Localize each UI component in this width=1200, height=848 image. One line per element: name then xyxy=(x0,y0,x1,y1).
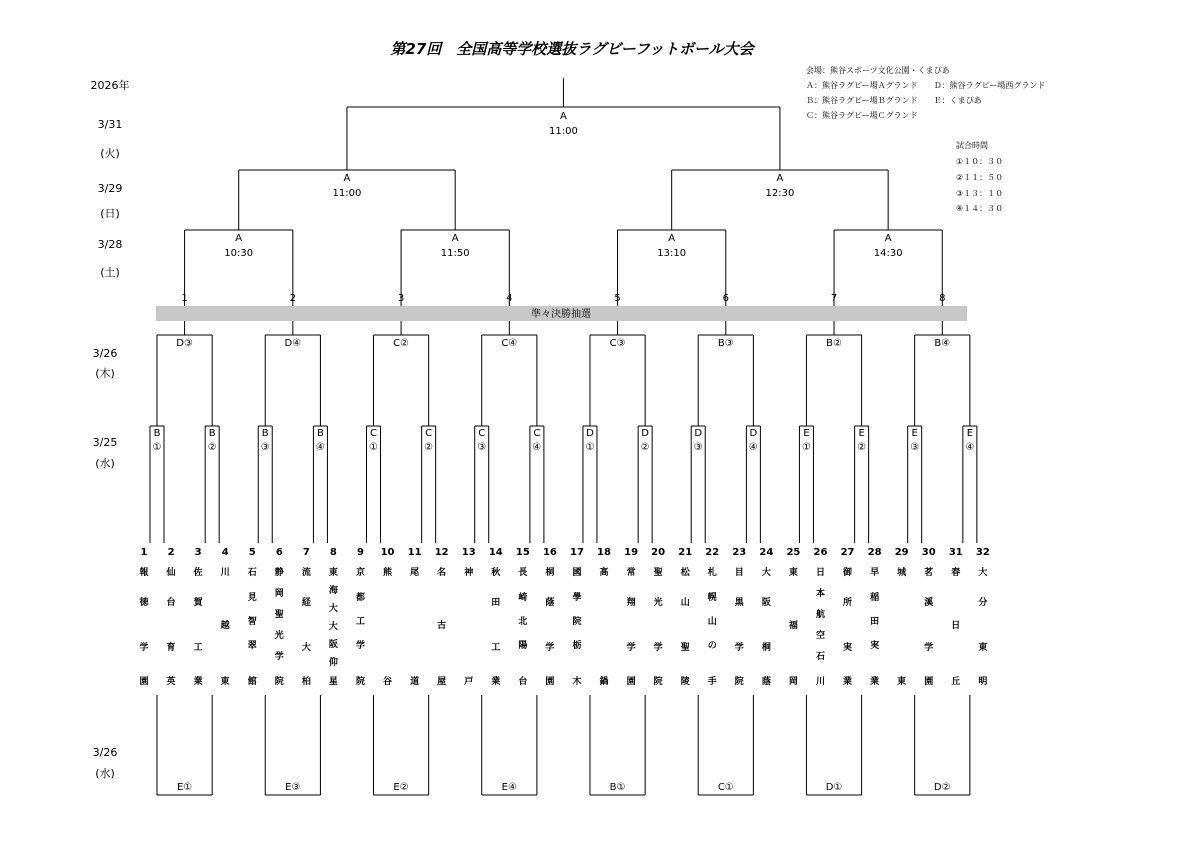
venue-line: Ｂ：熊谷ラグビー場Ｂグランド Ｅ：くまぴあ xyxy=(806,96,982,105)
team-number: 32 xyxy=(975,547,990,558)
team-number: 11 xyxy=(407,547,422,558)
team-name-char: 山 xyxy=(680,598,690,608)
team-name-char: 谷 xyxy=(383,677,393,687)
round1-match-slot: ① xyxy=(801,442,811,453)
match-time-item: ②１１：５０ xyxy=(956,173,1004,182)
quarterfinal-venue: A xyxy=(668,233,676,244)
team-name-char: 黒 xyxy=(734,598,744,608)
team-name-char: 北 xyxy=(518,617,528,627)
team-name-char: 石 xyxy=(247,568,257,578)
team-name-char: 実 xyxy=(870,641,880,651)
team-name-char: 京 xyxy=(355,568,365,578)
round2-match-label: D③ xyxy=(176,338,193,349)
team-name-char: 屋 xyxy=(437,677,447,687)
team-name-char: 仰 xyxy=(328,658,338,668)
page-title: 第27回 全国高等学校選抜ラグビーフットボール大会 xyxy=(390,40,754,58)
round1-match-venue: D xyxy=(641,428,649,439)
team-name-char: 日 xyxy=(951,621,961,631)
round1-match-venue: B xyxy=(208,428,216,439)
team-name-char: 佐 xyxy=(193,568,203,578)
team-name-char: 光 xyxy=(653,598,663,608)
match-time-item: ④１４：３０ xyxy=(956,204,1004,213)
venue-legend xyxy=(806,65,1045,120)
team-number: 4 xyxy=(221,547,229,558)
team-number: 23 xyxy=(732,547,747,558)
team-name-char: 学 xyxy=(274,652,284,662)
team-name-char: 業 xyxy=(870,677,880,687)
draw-slot-number: 6 xyxy=(722,293,729,304)
draw-slot-number: 8 xyxy=(939,293,946,304)
team-number: 19 xyxy=(624,547,639,558)
quarterfinal-time: 14:30 xyxy=(873,248,903,259)
draw-label: 準々決勝抽選 xyxy=(531,309,591,320)
team-name-char: 札 xyxy=(707,568,717,578)
round1-match-venue: E xyxy=(966,428,974,439)
venue-line: 会場：熊谷スポーツ文化公園・くまぴあ xyxy=(806,66,950,75)
team-number: 20 xyxy=(651,547,666,558)
team-name-char: 本 xyxy=(815,589,826,599)
round1-match-slot: ④ xyxy=(315,442,325,453)
team-number: 22 xyxy=(705,547,720,558)
semifinal-venue: A xyxy=(776,173,784,184)
team-number: 15 xyxy=(515,547,530,558)
team-name-char: 幌 xyxy=(707,593,717,603)
team-name-char: 熊 xyxy=(383,568,393,578)
team-name-char: 學 xyxy=(572,593,582,603)
team-name-char: 院 xyxy=(734,677,744,687)
round1-match-venue: D xyxy=(694,428,703,439)
consolation-match-label: E① xyxy=(176,782,193,793)
match-time-item: ③１３：１０ xyxy=(956,189,1004,198)
team-name-char: 東 xyxy=(897,677,907,687)
team-name-char: 英 xyxy=(166,677,176,687)
round2-match-label: C④ xyxy=(501,338,518,349)
team-name-char: 東 xyxy=(220,677,230,687)
team-name-char: 都 xyxy=(355,593,365,603)
semifinal-time: 11:00 xyxy=(332,188,362,199)
team-name-char: 学 xyxy=(139,643,149,653)
round2-match-label: C③ xyxy=(609,338,626,349)
round1-match-venue: E xyxy=(858,428,865,439)
team-name-char: 木 xyxy=(572,677,582,687)
team-name-char: 東 xyxy=(328,568,338,578)
team-name-char: 稲 xyxy=(870,593,880,603)
team-name-char: 大 xyxy=(761,568,771,578)
team-name-char: 桐 xyxy=(761,643,771,653)
weekday-final: (火) xyxy=(100,147,120,160)
team-name-char: 実 xyxy=(843,643,853,653)
team-name-char: 院 xyxy=(572,617,582,627)
round1-match-slot: ① xyxy=(585,442,595,453)
consolation-match-label: E④ xyxy=(501,782,517,793)
date-final: 3/31 xyxy=(97,118,123,131)
team-name-char: 戸 xyxy=(464,677,474,687)
team-name-char: 名 xyxy=(437,568,447,578)
draw-slot-number: 1 xyxy=(181,293,188,304)
round1-match-venue: E xyxy=(803,428,810,439)
round1-match-slot: ② xyxy=(640,442,650,453)
team-number: 17 xyxy=(569,547,584,558)
team-name-char: 学 xyxy=(355,641,365,651)
team-name-char: 阪 xyxy=(328,640,338,650)
team-name-char: 空 xyxy=(815,631,826,641)
team-name-char: 海 xyxy=(328,586,338,596)
final-time: 11:00 xyxy=(549,126,578,137)
team-name-char: 学 xyxy=(734,643,744,653)
weekday-semifinal: (日) xyxy=(100,207,120,220)
draw-slot-number: 3 xyxy=(397,293,405,304)
team-name-char: 見 xyxy=(247,593,257,603)
team-name-char: 手 xyxy=(707,677,717,687)
draw-slot-number: 7 xyxy=(830,293,838,304)
team-number: 3 xyxy=(194,547,202,558)
team-name-char: 園 xyxy=(545,677,555,687)
team-name-char: 松 xyxy=(680,568,690,578)
team-name-char: 鍋 xyxy=(599,677,609,687)
team-name-char: 川 xyxy=(220,568,230,578)
team-name-char: 大 xyxy=(328,604,338,614)
date-round1: 3/25 xyxy=(92,436,118,449)
team-name-char: 航 xyxy=(815,610,826,620)
team-name-char: 所 xyxy=(843,598,853,608)
team-name-char: 溪 xyxy=(924,598,934,608)
quarterfinal-time: 10:30 xyxy=(224,248,254,259)
team-number: 31 xyxy=(948,547,963,558)
round1-match-venue: B xyxy=(316,428,324,439)
team-name-char: 園 xyxy=(626,677,636,687)
team-name-char: 大 xyxy=(301,643,311,653)
round2-match-label: B② xyxy=(826,338,842,349)
team-name-char: 山 xyxy=(707,617,717,627)
consolation-match-label: C① xyxy=(717,782,734,793)
team-number: 18 xyxy=(597,547,611,558)
round2-match-label: B④ xyxy=(934,338,951,349)
team-name-char: 岡 xyxy=(788,677,798,687)
team-name-char: 陵 xyxy=(680,677,690,687)
round1-match-slot: ① xyxy=(152,442,162,453)
round1-match-slot: ④ xyxy=(532,442,542,453)
team-name-char: 静 xyxy=(274,568,284,578)
quarterfinal-venue: A xyxy=(884,233,892,244)
final-venue: A xyxy=(560,111,567,122)
team-number: 26 xyxy=(813,547,828,558)
team-name-char: 工 xyxy=(491,643,501,653)
team-number: 5 xyxy=(248,547,256,558)
match-time-heading: 試合時間 xyxy=(956,141,988,150)
team-number: 24 xyxy=(759,547,774,558)
team-name-char: 大 xyxy=(978,568,988,578)
team-name-char: 報 xyxy=(139,568,149,578)
semifinal-venue: A xyxy=(343,173,351,184)
team-name-char: 聖 xyxy=(680,643,690,653)
round1-match-slot: ① xyxy=(368,442,378,453)
weekday-round1: (水) xyxy=(95,457,115,470)
team-name-char: 智 xyxy=(247,617,257,627)
round1-match-venue: C xyxy=(369,428,377,439)
team-name-char: 光 xyxy=(274,631,284,641)
bracket-labels xyxy=(139,111,989,793)
team-name-char: 桐 xyxy=(545,568,555,578)
team-name-char: 高 xyxy=(599,568,609,578)
quarterfinal-venue: A xyxy=(451,233,459,244)
team-number: 29 xyxy=(894,547,909,558)
round1-match-venue: D xyxy=(749,428,758,439)
match-time-item: ①１０：３０ xyxy=(956,157,1004,166)
round1-match-venue: C xyxy=(425,428,433,439)
team-name-char: 丘 xyxy=(951,677,961,687)
team-name-char: 経 xyxy=(301,598,311,608)
team-name-char: 園 xyxy=(139,677,149,687)
team-number: 10 xyxy=(380,547,395,558)
team-name-char: 尾 xyxy=(410,568,420,578)
team-name-char: 徳 xyxy=(139,598,149,608)
team-name-char: 陽 xyxy=(518,641,528,651)
round1-match-slot: ② xyxy=(424,442,434,453)
team-name-char: 阪 xyxy=(761,598,771,608)
date-semifinal: 3/29 xyxy=(97,182,123,195)
team-name-char: 賀 xyxy=(193,598,203,608)
team-number: 25 xyxy=(786,547,801,558)
draw-slot-number: 2 xyxy=(289,293,297,304)
team-name-char: 学 xyxy=(626,643,636,653)
team-name-char: 学 xyxy=(653,643,663,653)
team-name-char: 岡 xyxy=(274,589,284,599)
team-name-char: 台 xyxy=(166,598,176,608)
team-name-char: 翠 xyxy=(247,641,257,651)
team-name-char: 崎 xyxy=(518,593,528,603)
team-name-char: 星 xyxy=(328,677,338,687)
team-name-char: 聖 xyxy=(274,610,284,620)
team-number: 7 xyxy=(302,547,310,558)
round1-match-venue: E xyxy=(911,428,918,439)
team-number: 12 xyxy=(434,547,449,558)
team-name-char: 田 xyxy=(491,598,501,608)
team-name-char: 聖 xyxy=(653,568,663,578)
round1-match-venue: B xyxy=(153,428,161,439)
team-number: 8 xyxy=(329,547,337,558)
team-name-char: 御 xyxy=(843,568,853,578)
team-number: 1 xyxy=(140,547,148,558)
round1-match-slot: ② xyxy=(857,442,867,453)
team-name-char: 春 xyxy=(951,568,961,578)
team-name-char: 茗 xyxy=(924,568,934,578)
team-name-char: 院 xyxy=(653,677,663,687)
team-name-char: 明 xyxy=(978,677,988,687)
team-name-char: 越 xyxy=(220,621,230,631)
weekday-quarterfinal: (土) xyxy=(100,266,120,279)
team-name-char: 翔 xyxy=(626,598,636,608)
team-name-char: 目 xyxy=(734,568,744,578)
round1-match-slot: ④ xyxy=(965,442,975,453)
team-number: 27 xyxy=(840,547,855,558)
team-name-char: 川 xyxy=(815,677,826,687)
round1-match-venue: D xyxy=(586,428,594,439)
team-name-char: 流 xyxy=(301,568,311,578)
team-number: 6 xyxy=(275,547,283,558)
team-number: 16 xyxy=(542,547,557,558)
round1-match-slot: ④ xyxy=(748,442,758,453)
team-name-char: 仙 xyxy=(166,568,176,578)
team-name-char: 業 xyxy=(193,677,203,687)
team-name-char: 長 xyxy=(518,568,528,578)
team-number: 2 xyxy=(167,547,175,558)
team-name-char: 台 xyxy=(518,677,528,687)
team-name-char: 道 xyxy=(410,677,420,687)
team-name-char: 大 xyxy=(328,622,338,632)
team-name-char: 神 xyxy=(464,568,474,578)
consolation-match-label: D① xyxy=(825,782,843,793)
round2-match-label: B③ xyxy=(717,338,734,349)
team-name-char: 常 xyxy=(626,568,636,578)
team-number: 28 xyxy=(867,547,882,558)
team-name-char: 業 xyxy=(843,677,853,687)
consolation-match-label: E② xyxy=(393,782,409,793)
team-name-char: 秋 xyxy=(491,568,501,578)
quarterfinal-time: 11:50 xyxy=(440,248,470,259)
match-time-legend xyxy=(956,140,1003,213)
quarterfinal-venue: A xyxy=(235,233,243,244)
team-number: 14 xyxy=(488,547,503,558)
draw-slot-number: 4 xyxy=(506,293,513,304)
team-name-char: 石 xyxy=(815,652,826,662)
team-number: 30 xyxy=(921,547,936,558)
team-name-char: 院 xyxy=(274,677,284,687)
team-name-char: 館 xyxy=(247,677,257,687)
team-name-char: 栃 xyxy=(572,641,582,651)
round1-match-venue: C xyxy=(533,428,541,439)
round2-match-label: C② xyxy=(393,338,410,349)
team-name-char: 園 xyxy=(924,677,934,687)
bracket-lines xyxy=(144,78,983,795)
team-name-char: 東 xyxy=(788,568,798,578)
team-name-char: 育 xyxy=(166,643,176,653)
round1-match-slot: ③ xyxy=(477,442,487,453)
consolation-match-label: E③ xyxy=(285,782,301,793)
team-name-char: 柏 xyxy=(301,677,311,687)
semifinal-time: 12:30 xyxy=(765,188,795,199)
team-name-char: 東 xyxy=(978,643,988,653)
team-name-char: 蔭 xyxy=(545,598,555,608)
team-name-char: 分 xyxy=(978,598,988,608)
date-round2: 3/26 xyxy=(92,347,118,360)
venue-line: Ｃ：熊谷ラグビー場Ｃグランド xyxy=(806,111,918,120)
team-name-char: 学 xyxy=(924,643,934,653)
team-number: 13 xyxy=(461,547,476,558)
round1-match-slot: ③ xyxy=(693,442,703,453)
team-number: 9 xyxy=(356,547,364,558)
team-name-char: 工 xyxy=(355,617,365,627)
team-name-char: 院 xyxy=(355,677,365,687)
team-name-char: 業 xyxy=(491,677,501,687)
team-name-char: 蔭 xyxy=(761,677,771,687)
date-quarterfinal: 3/28 xyxy=(97,238,123,251)
date-labels xyxy=(93,118,123,780)
round1-match-venue: C xyxy=(478,428,486,439)
team-name-char: 城 xyxy=(897,568,907,578)
venue-line: Ａ：熊谷ラグビー場Ａグランド Ｄ：熊谷ラグビー場西グランド xyxy=(806,81,1046,90)
team-name-char: 福 xyxy=(788,621,798,631)
round1-match-slot: ③ xyxy=(910,442,920,453)
team-name-char: 古 xyxy=(437,621,447,631)
weekday-round2: (木) xyxy=(95,367,115,380)
round2-match-label: D④ xyxy=(284,338,302,349)
team-name-char: 工 xyxy=(193,643,203,653)
weekday-consolation: (水) xyxy=(95,767,115,780)
consolation-match-label: B① xyxy=(609,782,626,793)
consolation-match-label: D② xyxy=(933,782,951,793)
team-name-char: 学 xyxy=(545,643,555,653)
round1-match-slot: ② xyxy=(207,442,217,453)
round1-match-venue: B xyxy=(261,428,269,439)
team-name-char: 日 xyxy=(815,568,826,578)
round1-match-slot: ③ xyxy=(260,442,270,453)
year-label: 2026年 xyxy=(90,79,130,92)
team-name-char: 早 xyxy=(870,568,880,578)
team-number: 21 xyxy=(678,547,693,558)
team-name-char: 田 xyxy=(870,617,880,627)
date-consolation: 3/26 xyxy=(92,746,118,759)
quarterfinal-time: 13:10 xyxy=(657,248,687,259)
team-name-char: の xyxy=(707,641,717,651)
draw-slot-number: 5 xyxy=(614,293,621,304)
team-name-char: 國 xyxy=(572,568,582,578)
